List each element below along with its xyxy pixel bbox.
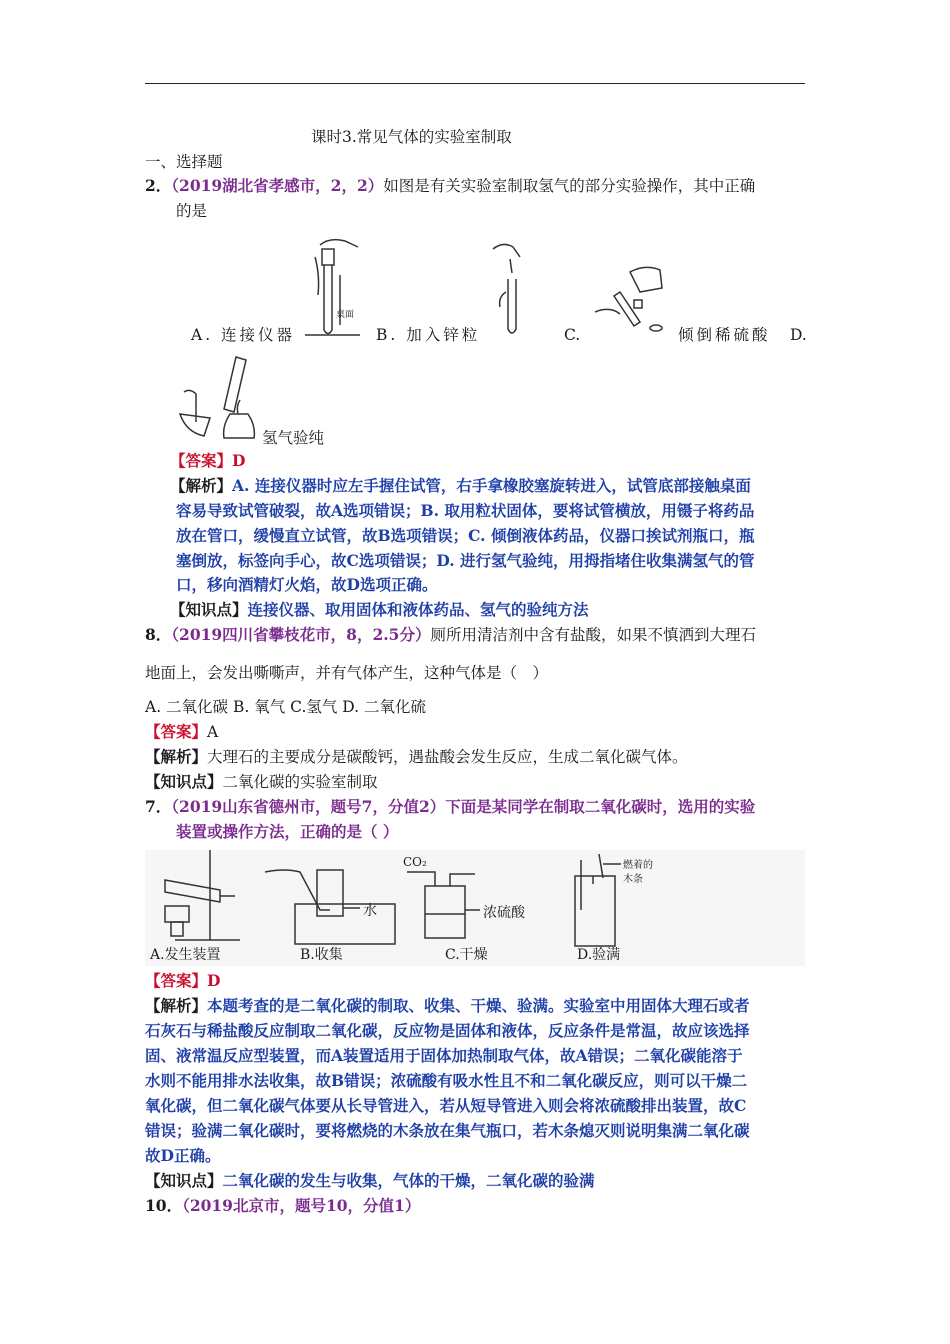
analysis-line-3: 放在管口，缓慢直立试管，故B选项错误；C. 倾倒液体药品，仪器口挨试剂瓶口，瓶: [176, 526, 755, 545]
fig-label-acid: 浓硫酸: [483, 905, 525, 921]
header-rule: [145, 83, 805, 84]
option-b: B. 加入锌粒: [376, 326, 481, 344]
question-7-line-1: 7．（2019山东省德州市，题号7，分值2）下面是某同学在制取二氧化碳时，选用的实验: [145, 797, 756, 816]
q8-answer-line: 【答案】A: [145, 722, 219, 741]
question-7-line-2: 装置或操作方法，正确的是（ ）: [176, 822, 399, 841]
option-c-text: 倾倒稀硫酸: [678, 326, 771, 344]
q7-knowledge-line: 【知识点】二氧化碳的发生与收集，气体的干燥，二氧化碳的验满: [145, 1171, 595, 1190]
q8-knowledge-line: 【知识点】二氧化碳的实验室制取: [145, 772, 378, 791]
figure-a-label: 桌面: [336, 310, 355, 320]
fig-label-co2: CO₂: [403, 855, 427, 869]
answer-line: 【答案】D: [170, 451, 246, 470]
q7-analysis-line-2: 石灰石与稀盐酸反应制取二氧化碳，反应物是固体和液体，反应条件是常温，故应该选择: [145, 1021, 750, 1040]
fig-label-d: D.验满: [577, 947, 621, 963]
q7-analysis-line-7: 故D正确。: [145, 1146, 221, 1165]
analysis-line-4: 塞倒放，标签向手心，故C选项错误；D. 进行氢气验纯，用拇指堵住收集满氢气的管: [176, 551, 755, 570]
figure-pour-acid: [590, 262, 670, 338]
question-source: （2019湖北省孝感市，2，2）: [171, 176, 384, 195]
analysis-line-1: 【解析】A. 连接仪器时应左手握住试管，右手拿橡胶塞旋转进入，试管底部接触桌面: [170, 476, 751, 495]
q7-analysis-line-4: 水则不能用排水法收集，故B错误；浓硫酸有吸水性且不和二氧化碳反应，则可以干燥二: [145, 1071, 748, 1090]
fig-label-stick-2: 木条: [623, 874, 643, 885]
figure-add-zinc: [488, 237, 543, 339]
question-8-line-1: 8．（2019四川省攀枝花市，8，2.5分）厕所用清洁剂中含有盐酸，如果不慎洒到大理石: [145, 625, 756, 644]
question-2-line-2: 的是: [176, 202, 208, 220]
question-number: 2．: [145, 176, 172, 195]
figure-hydrogen-test: [176, 352, 262, 444]
q8-analysis-line: 【解析】大理石的主要成分是碳酸钙，遇盐酸会发生反应，生成二氧化碳气体。: [145, 747, 688, 766]
option-c: C.: [564, 326, 581, 344]
apparatus-figure: [145, 850, 805, 966]
q7-analysis-line-1: 【解析】本题考查的是二氧化碳的制取、收集、干燥、验满。实验室中用固体大理石或者: [145, 996, 750, 1015]
analysis-line-2: 容易导致试管破裂，故A选项错误；B. 取用粒状固体，要将试管横放，用镊子将药品: [176, 501, 755, 520]
option-d: D.: [790, 326, 807, 344]
q7-answer-line: 【答案】D: [145, 971, 221, 990]
q7-analysis-line-6: 错误；验满二氧化碳时，要将燃烧的木条放在集气瓶口，若木条熄灭则说明集满二氧化碳: [145, 1121, 750, 1140]
question-2-line-1: [145, 176, 755, 196]
fig-label-a: A.发生装置: [150, 947, 221, 963]
figure-connect-instrument: [300, 235, 362, 340]
question-8-line-2: 地面上，会发出嘶嘶声，并有气体产生，这种气体是（ ）: [145, 664, 549, 682]
fig-label-c: C.干燥: [445, 947, 488, 963]
fig-label-b: B.收集: [300, 947, 343, 963]
fig-label-stick-1: 燃着的: [623, 860, 653, 871]
fig-label-water: 水: [363, 903, 377, 919]
question-8-options: A. 二氧化碳 B. 氧气 C.氢气 D. 二氧化硫: [145, 698, 427, 716]
option-d-text: 氢气验纯: [262, 429, 325, 447]
question-10-line-1: 10．（2019北京市，题号10，分值1）: [145, 1196, 421, 1215]
section-heading: 一、选择题: [145, 153, 223, 171]
q7-analysis-line-5: 氧化碳，但二氧化碳气体要从长导管进入，若从短导管进入则会将浓硫酸排出装置，故C: [145, 1096, 747, 1115]
option-a: A. 连接仪器: [191, 326, 296, 344]
knowledge-line: 【知识点】连接仪器、取用固体和液体药品、氢气的验纯方法: [170, 600, 589, 619]
q7-analysis-line-3: 固、液常温反应型装置，而A装置适用于固体加热制取气体，故A错误；二氧化碳能溶于: [145, 1046, 743, 1065]
analysis-line-5: 口，移向酒精灯火焰，故D选项正确。: [176, 575, 438, 594]
page-title: 课时3.常见气体的实验室制取: [311, 128, 512, 146]
question-stem: 如图是有关实验室制取氢气的部分实验操作，其中正确: [383, 177, 756, 195]
